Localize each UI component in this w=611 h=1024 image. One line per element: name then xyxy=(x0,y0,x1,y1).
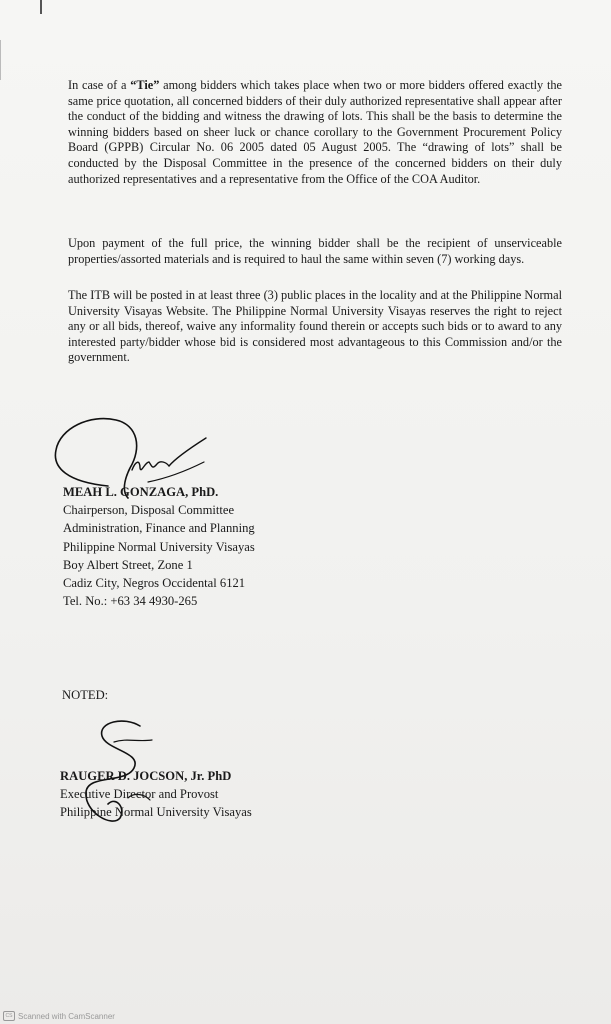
signature-block-chairperson xyxy=(63,483,255,610)
signatory-1-street: Boy Albert Street, Zone 1 xyxy=(63,557,193,572)
signatory-1-title: Chairperson, Disposal Committee xyxy=(63,503,235,518)
scan-edge-artifact xyxy=(0,40,9,80)
signature-block-director xyxy=(60,767,252,822)
paragraph-tie-rule xyxy=(68,78,562,187)
signatory-2-institution: Philippine Normal University Visayas xyxy=(60,805,252,820)
noted-label: NOTED: xyxy=(62,688,109,702)
signatory-1-city: Cadiz City, Negros Occidental 6121 xyxy=(63,576,246,591)
scanner-watermark xyxy=(3,1011,115,1021)
paragraph-tie-rule-start: In case of a xyxy=(68,78,131,92)
signatory-1-phone: Tel. No.: +63 34 4930-265 xyxy=(63,594,198,609)
tie-term: “Tie” xyxy=(130,78,160,92)
paragraph-payment: Upon payment of the full price, the winning bidder shall be the recipient of unserviceable properties/assorted materials and is required to haul the same within seven (7) working days. xyxy=(68,236,562,266)
signatory-2-title: Executive Director and Provost xyxy=(60,787,219,802)
paragraph-posting: The ITB will be posted in at least three (3) public places in the locality and at the Philippine Normal University Visayas Website. The Philippine Normal University Visayas reserves the right to reject any or all bids, thereof, waive any informality found therein or accepts such bids or to award to any interested party/bidder whose bid is considered most advantageous to this Commission and/or the government. xyxy=(68,288,562,365)
signatory-2-name: RAUGER D. JOCSON, Jr. PhD xyxy=(60,769,232,783)
signatory-1-name: MEAH L. GONZAGA, PhD. xyxy=(63,485,219,499)
camscanner-logo-icon: CS xyxy=(3,1011,15,1021)
signatory-1-institution: Philippine Normal University Visayas xyxy=(63,539,255,554)
paragraph-tie-rule-rest: among bidders which takes place when two or more bidders offered exactly the same price quotation, all concerned bidders of their duly authorized representative shall appear after the conduct of the bidding and witness the drawing of lots. This shall be the basis to determine the winning bidders based on sheer luck or chance corollary to the Government Procurement Policy Board (GPPB) Circular No. 06 2005 dated 05 August 2005. The “drawing of lots” shall be conducted by the Disposal Committee in the presence of the concerned bidders on their duly authorized representatives and a representative from the Office of the COA Auditor. xyxy=(68,78,562,186)
signatory-1-department: Administration, Finance and Planning xyxy=(63,521,255,536)
scanner-watermark-text: Scanned with CamScanner xyxy=(18,1011,115,1021)
scan-artifact xyxy=(40,0,42,14)
